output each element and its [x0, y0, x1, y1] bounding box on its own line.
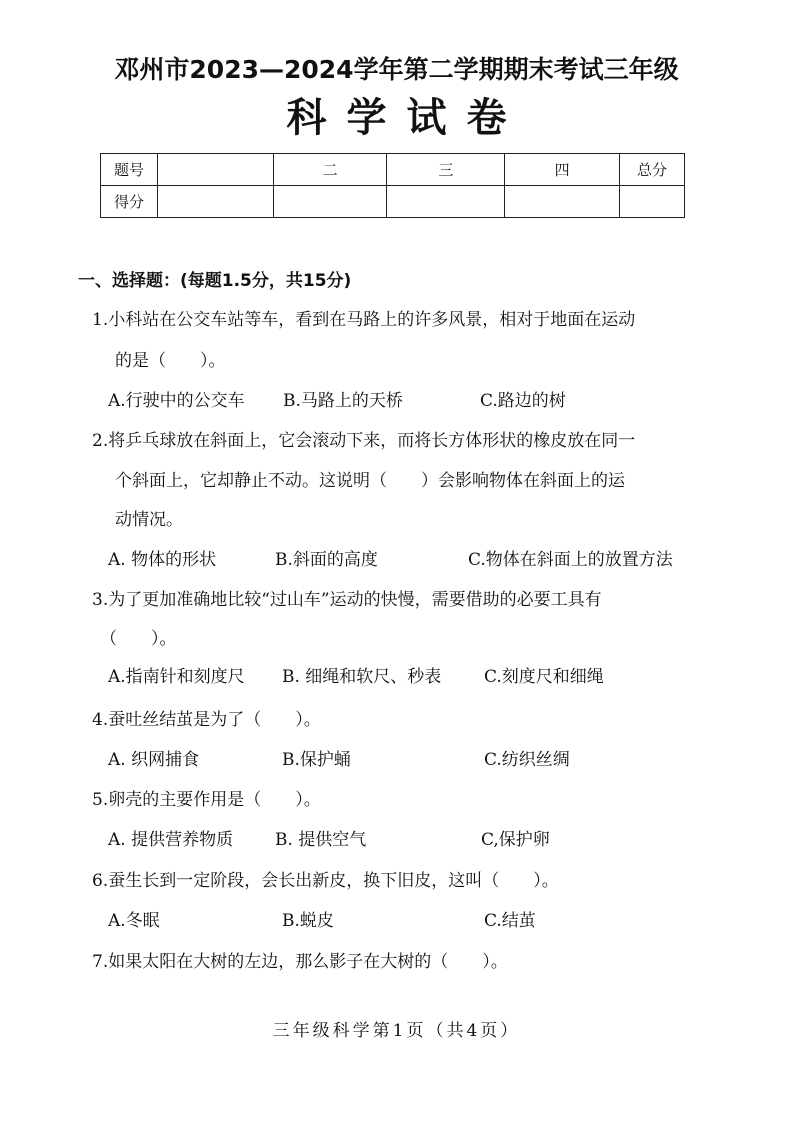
question-5-option-a: A. 提供营养物质	[108, 830, 234, 850]
score-cell: 四	[505, 154, 620, 186]
score-cell: 总分	[620, 154, 685, 186]
score-cell	[505, 186, 620, 218]
question-2-option-c: C.物体在斜面上的放置方法	[468, 550, 673, 570]
question-4-line-1: 4.蚕吐丝结茧是为了（ ）。	[92, 710, 321, 730]
question-3-option-b: B. 细绳和软尺、秒表	[282, 667, 442, 687]
score-cell: 三	[387, 154, 505, 186]
score-cell: 得分	[101, 186, 158, 218]
question-4-option-c: C.纺织丝绸	[484, 750, 570, 770]
question-6-option-c: C.结茧	[484, 911, 536, 931]
page-footer: 三年级科学第1页（共4页）	[272, 1021, 521, 1041]
question-2-line-2: 个斜面上，它却静止不动。这说明（ ）会影响物体在斜面上的运	[115, 471, 625, 491]
score-cell	[387, 186, 505, 218]
question-2-option-b: B.斜面的高度	[275, 550, 378, 570]
score-cell	[157, 154, 273, 186]
score-table-score-row	[101, 186, 685, 218]
score-table	[100, 153, 685, 218]
question-5-option-b: B. 提供空气	[275, 830, 367, 850]
question-5-line-1: 5.卵壳的主要作用是（ ）。	[92, 790, 321, 810]
question-6-line-1: 6.蚕生长到一定阶段，会长出新皮，换下旧皮，这叫（ ）。	[92, 871, 559, 891]
question-6-option-a: A.冬眠	[108, 911, 160, 931]
question-1-line-2: 的是（ ）。	[115, 351, 226, 371]
section-title: 一、选择题：(每题1.5分，共15分)	[78, 271, 352, 291]
question-1-option-b: B.马路上的天桥	[283, 391, 403, 411]
score-cell	[157, 186, 273, 218]
question-3-option-a: A.指南针和刻度尺	[108, 667, 245, 687]
exam-header-line1: 邓州市2023—2024学年第二学期期末考试三年级	[114, 55, 679, 84]
question-3-line-2: （ ）。	[100, 629, 177, 649]
question-1-line-1: 1.小科站在公交车站等车，看到在马路上的许多风景，相对于地面在运动	[92, 310, 636, 330]
question-3-option-c: C.刻度尺和细绳	[484, 667, 604, 687]
question-7-line-1: 7.如果太阳在大树的左边，那么影子在大树的（ ）。	[92, 952, 508, 972]
question-2-line-3: 动情况。	[115, 510, 183, 530]
score-cell: 题号	[101, 154, 158, 186]
question-4-option-a: A. 织网捕食	[108, 750, 200, 770]
score-table-header-row	[101, 154, 685, 186]
question-2-line-1: 2.将乒乓球放在斜面上，它会滚动下来，而将长方体形状的橡皮放在同一	[92, 431, 636, 451]
exam-title: 科学试卷	[286, 95, 527, 141]
question-5-option-c: C,保护卵	[481, 830, 550, 850]
score-cell	[273, 186, 387, 218]
question-3-line-1: 3.为了更加准确地比较“过山车”运动的快慢，需要借助的必要工具有	[92, 590, 602, 610]
question-2-option-a: A. 物体的形状	[108, 550, 217, 570]
score-cell	[620, 186, 685, 218]
question-4-option-b: B.保护蛹	[282, 750, 351, 770]
question-6-option-b: B.蜕皮	[282, 911, 334, 931]
question-1-option-a: A.行驶中的公交车	[108, 391, 245, 411]
score-cell: 二	[273, 154, 387, 186]
question-1-option-c: C.路边的树	[480, 391, 566, 411]
